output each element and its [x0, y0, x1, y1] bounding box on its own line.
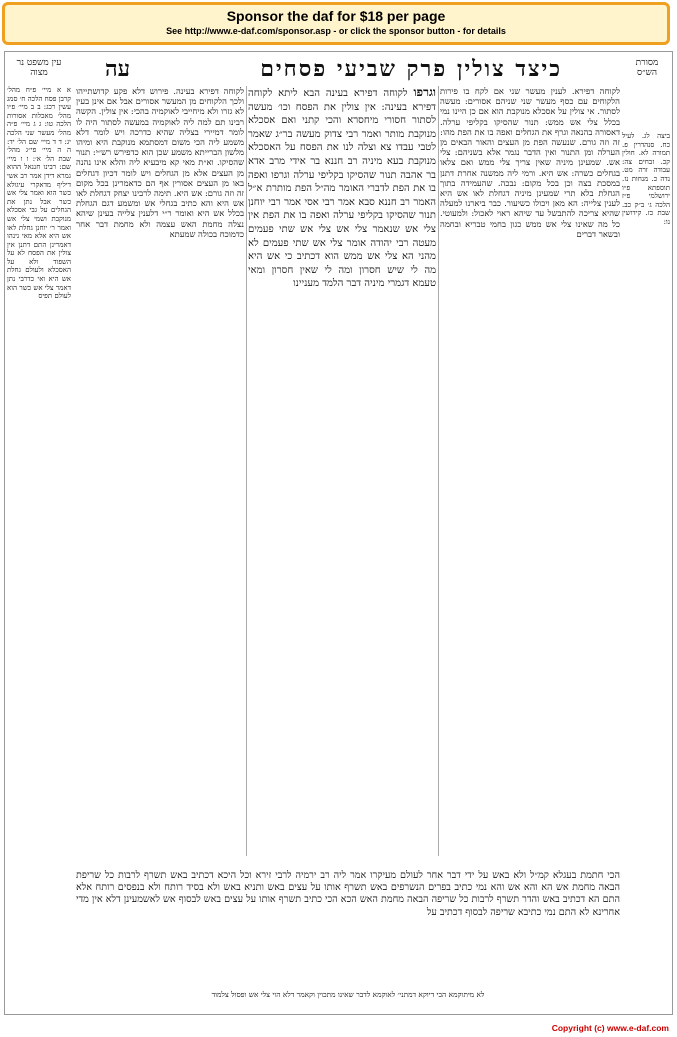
gemara-dibbur-hamatchil: וגרפו: [413, 86, 436, 99]
rashi-column: [440, 86, 620, 856]
tosafot-text: לקוחה דפירא בעינה. פירוש דלא פקע קדושתייהו ולכך הלקוחים מן המעשר אסורים אבל אם אינן בעין לא גזרו ולא מיחייבי לאוקמיה בהכי: אין צולין. הקשה רבינו תם למה ליה לאוקמיה במעשה לסתור היה לו לומר דמיירי בצליה שהיא כדרכה ויש לומר דלא משמע ליה הכי משום דמסתמא מנוקבת היא ומיהו מלשון הברייתא משמע שכן הוא כדפירש רש״י: תנור שהסיקו. וא״ת מאי קא מיבעיא ליה והלא אינו נהנה מן העצים אלא מן הגחלים ויש לומר דכיון דגחלים באו מן העצים אסורין אף הם כדאמרינן בכל מקום זה וזה גורם: אש היא. תימה לרבינו יצחק דגחלת לאו אש היא והא כתיב בגחלי אש ומשמע דגם הגחלת בכלל אש היא ואומר ר״י דלענין צלייה בעינן שיהא נצלה מחמת האש עצמה ולא מחמת דבר אחר כדמוכח בכולה שמעתא: [76, 86, 244, 239]
page-footer-note: [76, 990, 620, 999]
chapter-title: כיצד צולין פרק שביעי פסחים: [260, 56, 562, 82]
rashi-text: לקוחה דפירא. לענין מעשר שני אם לקח בו פירות הלקוחים עם כסף מעשר שני שניהם אסורים: מעשה לסתור. אי צולין על אסכלא מנוקבת הוא אם כן היינו נמי בכלל צלי אש ממש: תנור שהסיקו בקליפי ערלה. דאסורה בהנאה וגרף את הגחלים ואפה בו את הפת מהו: זה וזה גורם. שנעשה הפת מן העצים והאור הבאים מן הערלה ומן התנור ואין הדבר נגמר אלא בשניהם: צלי אש. שמעינן מיניה שאין צריך צלי ממש ואם צלאו בגחלים כשרה: אש היא. ורמי ליה ממשנה אחרת דתנן במסכת בצה וכן בכל מקום: נבכה. שהעמידה בתוך הגחלת בלא תרי שמעינן מיניה דגחלת לאו אש היא לענין צלייה: הא מאן ויכולו כשיעור. כבר ביארנו למעלה שהיא צריכה להתבשל עד שיהא ראוי לאכול: ולמעוטי. כל מה שאינו צלי אש ממש כגון בחמי טבריא ובחמה ובשאר דברים: [440, 86, 620, 239]
left-margin-label: עין משפט נר מצוה: [16, 58, 62, 78]
column-divider: [438, 86, 439, 856]
column-divider: [246, 86, 247, 856]
page-header: [5, 56, 672, 86]
talmud-page: [4, 51, 673, 1015]
sponsor-banner-subtitle[interactable]: See http://www.e-daf.com/sponsor.asp - or click the sponsor button - for details: [166, 26, 506, 36]
gemara-bottom-text: הכי חתמת בעגלא קמ״ל ולא באש על ידי דבר אחר לעולם מעיקרו אמר ליה רב ירמיה לרבי זירא וכל היכא דכתיב באש תשרף לרבות כל שריפת הבאה מחמת אש הא והא אש והא נמי כתיב בפרים הנשרפים באש תשרף אותו על עצים באש ותניא באש ולא בסיד רותח ולא בנפסים רותח אלא התם הא דכתיב באש והדר תשרף לרבות כל שריפה הבאה מחמת האש הכא הכי כתיב תשרף אותו על עצים באש לבסוף אש לאשמעינן דלא אין מדי אחרינא לא התם נמי כתיבא שריפה לבסוף דכתיב על: [76, 869, 620, 918]
footer-note-text: לא מיתוקמא הכי דיוקא דמתני׳ לאוקמא לדבר שאינו מתכוין וקאמר דלא הוי צלי אש ופסול: [231, 990, 485, 999]
gemara-text: לקוחה דפירא בעינה הבא ליתא לקוחה דפירא בעינה: אין צולין את הפסח וכו׳ מעשה לסתור חסורי מיחסרא והכי קתני ואם אסכלא מנוקבת מותר ואמר רבי צדוק מעשה בר״ג שאמר לטבי עבדו צא וצלה לנו את הפסח על האסכלא מנוקבת בעא מיניה רב חננא בר אידי מרב אדא בר אהבה תנור שהסיקו בקליפי ערלה וגרפו ואפה בו את הפת לדברי האומר מה״ל הפת מותרת א״ל האמר רב חננא סבא אמר רבי אסי אמר רבי יוחנן תנור שהסיקו בקליפי ערלה ואפה בו את הפת אין צלי אש שנאמר צלי אש צלי אש שתי פעמים מעטה רבי יהודה אומר צלי אש שתי פעמים לא מהני הא צלי אש ממש הוא דכתיב כי אש היא מה לי שיש חסרון ומה לי שאין חסרון ומאי טעמא דגמרי מיניה דבר הלמד מעניינו: [248, 88, 436, 290]
sponsor-banner-title: Sponsor the daf for $18 per page: [226, 8, 446, 24]
mesoret-hashas-text: ביצה לג. לעיל כח. סנהדרין פ. תמורה לא. חולין קכ. זבחים צה: עבודה זרה מט. נדה כ. מנחות נז. תוספתא פ״ו ירושלמי פ״ז הלכה ג׳ ב״ק כב. שבת כז. קידושין נו:: [622, 132, 670, 226]
mesoret-hashas-margin: [622, 132, 670, 982]
right-margin-label: מסורת הש״ס: [635, 58, 659, 78]
copyright-link[interactable]: Copyright (c) www.e-daf.com: [551, 1023, 669, 1033]
tosafot-column: [76, 86, 244, 856]
sponsor-banner[interactable]: [2, 2, 670, 45]
gemara-column: [248, 86, 436, 856]
gemara-bottom-block: [76, 860, 620, 985]
footer-label: צלמוד: [211, 990, 229, 999]
ein-mishpat-margin: [7, 86, 71, 1006]
ein-mishpat-text: א א מיי׳ פ״ח מהל׳ קרבן פסח הלכה ח׳ סמג עשין רכג: ב ב מיי׳ פ״ו מהל׳ מאכלות אסורות הלכה טו: ג ג מיי׳ פ״ה מהל׳ מעשר שני הלכה יג: ד ד מיי׳ שם הל׳ יד: ה ה מיי׳ פי״ג מהל׳ שבת הל׳ א׳: ו ו מיי׳ שם: רבינו חננאל ההוא גמרא דידן אמר רב אשי דיליף מדאקרי עיגולא כשר הוא ואמר צלי אש כשר אבל נתן את הגחלים על גבי אסכלא מנוקבת ושמי צלי אש ואמר ר׳ יוחנן גחלת לאו אש היא אלא מאי נינהו דאמרינן התם דתנן אין צולין את הפסח לא על השפוד ולא על האסכלא ולעולם גחלת אש היא ואי כדרבי נתן דאמר צלי אש כשר הוא לעולם תפיס: [7, 86, 71, 301]
daf-number: עה: [105, 56, 131, 82]
